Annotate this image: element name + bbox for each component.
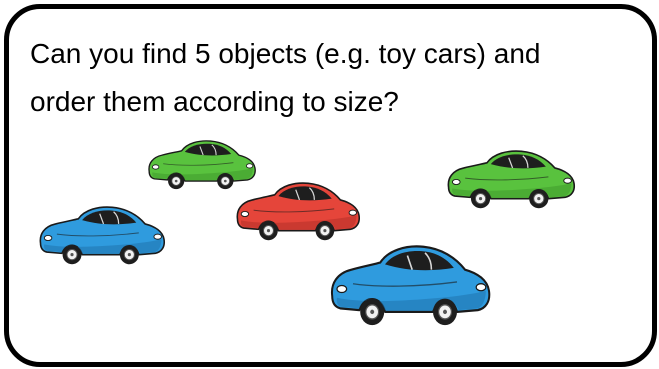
blue-car-large (332, 246, 489, 325)
green-car-small (149, 141, 255, 189)
red-car (237, 183, 359, 240)
prompt-line-2: order them according to size? (30, 86, 399, 117)
blue-car-left (40, 207, 164, 264)
prompt-line-1: Can you find 5 objects (e.g. toy cars) and (30, 38, 541, 69)
green-car-right (448, 151, 574, 208)
